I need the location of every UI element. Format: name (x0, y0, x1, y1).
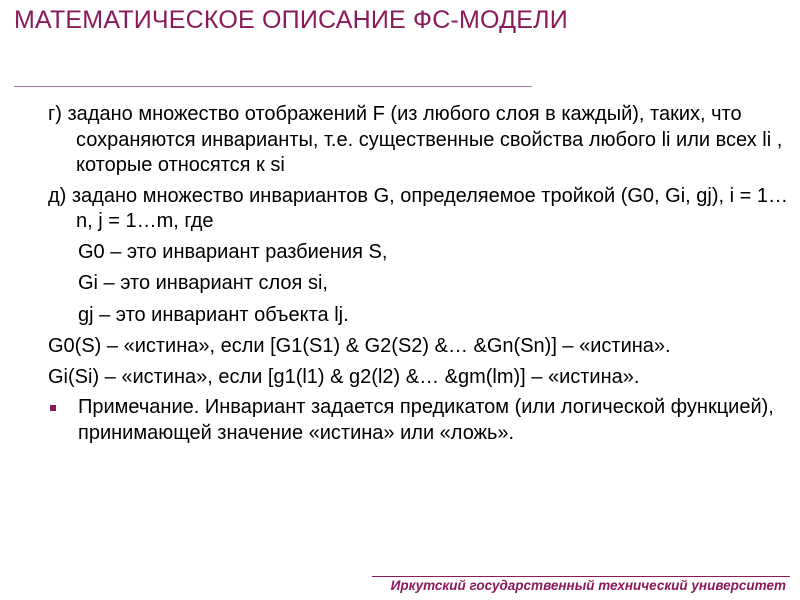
paragraph-invariants: д) задано множество инвариантов G, определяемое тройкой (G0, Gi, gj), i = 1…n, j = 1…m, где (48, 184, 788, 232)
slide-content (48, 102, 788, 446)
title-divider (14, 86, 532, 87)
definition-gj: gj – это инвариант объекта lj. (78, 303, 349, 326)
note-bullet (48, 395, 788, 446)
formula-g0: G0(S) – «истина», если [G1(S1) & G2(S2) &… &Gn(Sn)] – «истина». (48, 335, 671, 357)
slide-title: МАТЕМАТИЧЕСКОЕ ОПИСАНИЕ ФС-МОДЕЛИ (14, 6, 568, 34)
paragraph-mappings: г) задано множество отображений F (из любого слоя в каждый), таких, что сохраняются инварианты, т.е. существенные свойства любого li или всех li , которые относятся к si (48, 103, 783, 176)
footer-divider (372, 576, 790, 577)
square-bullet-icon (50, 405, 56, 411)
note-text: Примечание. Инвариант задается предикатом (или логической функцией), принимающей значение «истина» или «ложь». (78, 396, 774, 444)
formula-gi: Gi(Si) – «истина», если [g1(l1) & g2(l2) &… &gm(lm)] – «истина». (48, 365, 640, 388)
definition-g0: G0 – это инвариант разбиения S, (78, 240, 388, 263)
definition-gi: Gi – это инвариант слоя si, (78, 272, 328, 294)
footer-university: Иркутский государственный технический университет (390, 578, 786, 593)
